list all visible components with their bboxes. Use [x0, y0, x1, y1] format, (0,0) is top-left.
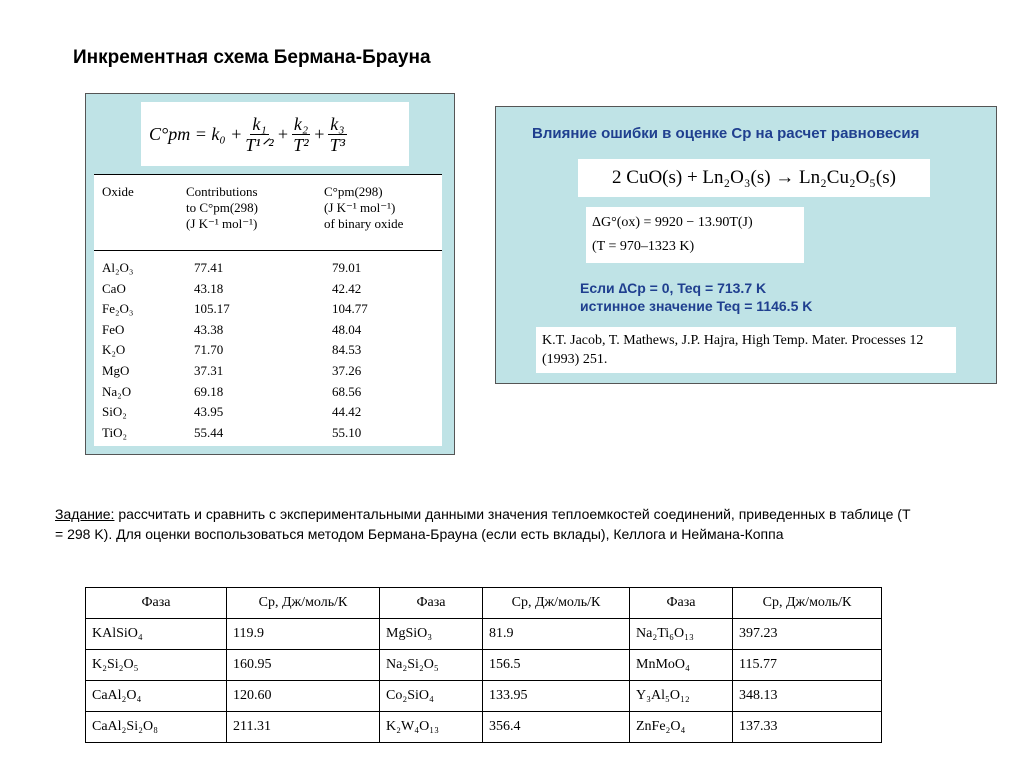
task-description [55, 504, 915, 544]
panel-title: Влияние ошибки в оценке Cp на расчет равновесия [532, 125, 920, 142]
cp-value-cell: 81.9 [483, 619, 630, 650]
phase-cell: Co₂SiO₄ [380, 681, 483, 712]
contribution-value: 55.44 [194, 424, 224, 440]
oxide-name: Na₂O [102, 383, 132, 399]
phase-cell: CaAl₂O₄ [86, 681, 227, 712]
phase-cell: MnMoO₄ [630, 650, 733, 681]
equilibrium-result: Если ∆Cp = 0, Teq = 713.7 K истинное значение Teq = 1146.5 K [580, 280, 813, 314]
table-row [94, 342, 442, 363]
phase-cell: K₂W₄O₁₃ [380, 712, 483, 743]
phase-cell: Y₃Al₅O₁₂ [630, 681, 733, 712]
contribution-value: 105.17 [194, 301, 230, 317]
header-oxide: Oxide [102, 184, 134, 199]
phase-cell: K₂Si₂O₅ [86, 650, 227, 681]
table-row [94, 425, 442, 446]
binary-value: 44.42 [332, 404, 362, 420]
table-row [86, 712, 882, 743]
page-title: Инкрементная схема Бермана-Брауна [73, 47, 431, 68]
header-phase: Фаза [86, 588, 227, 619]
header-cp: Cp, Дж/моль/К [733, 588, 882, 619]
binary-value: 79.01 [332, 260, 362, 275]
cp-value-cell: 119.9 [227, 619, 380, 650]
table-body [86, 619, 882, 743]
oxide-rows [94, 260, 442, 445]
formula-term-1: $\frac{\text{k₁}}{\text{T¹ᐟ²}}$ [245, 113, 274, 155]
oxide-name: Fe₂O₃ [102, 301, 134, 317]
cp-error-panel [495, 106, 997, 384]
phase-cell: ZnFe₂O₄ [630, 712, 733, 743]
gibbs-energy-box [586, 207, 804, 263]
table-row [86, 619, 882, 650]
cp-value-cell: 160.95 [227, 650, 380, 681]
table-rule [94, 250, 442, 251]
contribution-value: 43.18 [194, 280, 224, 296]
table-row [94, 363, 442, 384]
task-text: рассчитать и сравнить с экспериментальными данными значения теплоемкостей соединений, приведенных в таблице (T = 298 K). Для оценки воспользоваться методом Бермана-Брауна (если есть вклады), Келлога и Неймана-Коппа [55, 506, 911, 542]
contribution-value: 69.18 [194, 383, 224, 399]
table-header-row [86, 588, 882, 619]
literature-reference: K.T. Jacob, T. Mathews, J.P. Hajra, High Temp. Mater. Processes 12 (1993) 251. [536, 327, 956, 373]
table-row [94, 322, 442, 343]
phase-cell: MgSiO₃ [380, 619, 483, 650]
binary-value: 37.26 [332, 362, 362, 378]
binary-value: 84.53 [332, 342, 362, 358]
cp-value-cell: 356.4 [483, 712, 630, 743]
cp-value-cell: 211.31 [227, 712, 380, 743]
oxide-name: SiO₂ [102, 404, 127, 420]
heat-capacity-table [85, 587, 882, 743]
header-binary-oxide: C°pm(298) (J K⁻¹ mol⁻¹) of binary oxide [324, 184, 404, 231]
table-row [94, 404, 442, 425]
berman-brown-panel [85, 93, 455, 455]
cp-value-cell: 348.13 [733, 681, 882, 712]
oxide-name: Al₂O₃ [102, 260, 134, 275]
phase-cell: KAlSiO₄ [86, 619, 227, 650]
oxide-name: CaO [102, 280, 126, 296]
table-row [94, 301, 442, 322]
heat-capacity-formula: C°pm = k₀ + $\frac{\text{k₁}}{\text{T¹ᐟ²}}$ + $\frac{\text{k₂}}{\text{T²}}$ + $\frac{\text{k₃}}{\text{T³}}$ [141, 102, 409, 166]
oxide-name: TiO₂ [102, 424, 128, 440]
contribution-value: 77.41 [194, 260, 224, 275]
task-label: Задание: [55, 506, 115, 522]
binary-value: 55.10 [332, 424, 362, 440]
contribution-value: 43.95 [194, 404, 224, 420]
cp-value-cell: 397.23 [733, 619, 882, 650]
formula-term-3: $\frac{\text{k₃}}{\text{T³}}$ [329, 113, 346, 155]
table-row [86, 681, 882, 712]
cp-value-cell: 120.60 [227, 681, 380, 712]
oxide-name: MgO [102, 362, 130, 378]
table-row [94, 281, 442, 302]
oxide-name: K₂O [102, 342, 126, 358]
cp-value-cell: 133.95 [483, 681, 630, 712]
phase-cell: Na₂Ti₆O₁₃ [630, 619, 733, 650]
oxide-contributions-table [94, 174, 442, 446]
binary-value: 42.42 [332, 280, 362, 296]
table-row [86, 650, 882, 681]
binary-value: 68.56 [332, 383, 362, 399]
formula-lhs: C°pm = k₀ + [149, 123, 243, 144]
binary-value: 48.04 [332, 321, 362, 337]
header-cp: Cp, Дж/моль/К [227, 588, 380, 619]
cp-value-cell: 137.33 [733, 712, 882, 743]
header-contributions: Contributions to C°pm(298) (J K⁻¹ mol⁻¹) [186, 184, 259, 231]
header-cp: Cp, Дж/моль/К [483, 588, 630, 619]
temperature-range-line: (T = 970–1323 K) [592, 239, 695, 254]
table-row [94, 260, 442, 281]
cp-value-cell: 156.5 [483, 650, 630, 681]
table-rule [94, 174, 442, 175]
reaction-equation: 2 CuO(s) + Ln₂O₃(s) → Ln₂Cu₂O₅(s) [578, 159, 930, 197]
gibbs-energy-line: ΔG°(ox) = 9920 − 13.90T(J) [592, 215, 753, 230]
table-row [94, 384, 442, 405]
cp-value-cell: 115.77 [733, 650, 882, 681]
oxide-name: FeO [102, 321, 125, 337]
header-phase: Фаза [630, 588, 733, 619]
contribution-value: 71.70 [194, 342, 224, 358]
formula-term-2: $\frac{\text{k₂}}{\text{T²}}$ [293, 113, 309, 155]
phase-cell: Na₂Si₂O₅ [380, 650, 483, 681]
binary-value: 104.77 [332, 301, 368, 317]
contribution-value: 37.31 [194, 362, 224, 378]
header-phase: Фаза [380, 588, 483, 619]
contribution-value: 43.38 [194, 321, 224, 337]
phase-cell: CaAl₂Si₂O₈ [86, 712, 227, 743]
